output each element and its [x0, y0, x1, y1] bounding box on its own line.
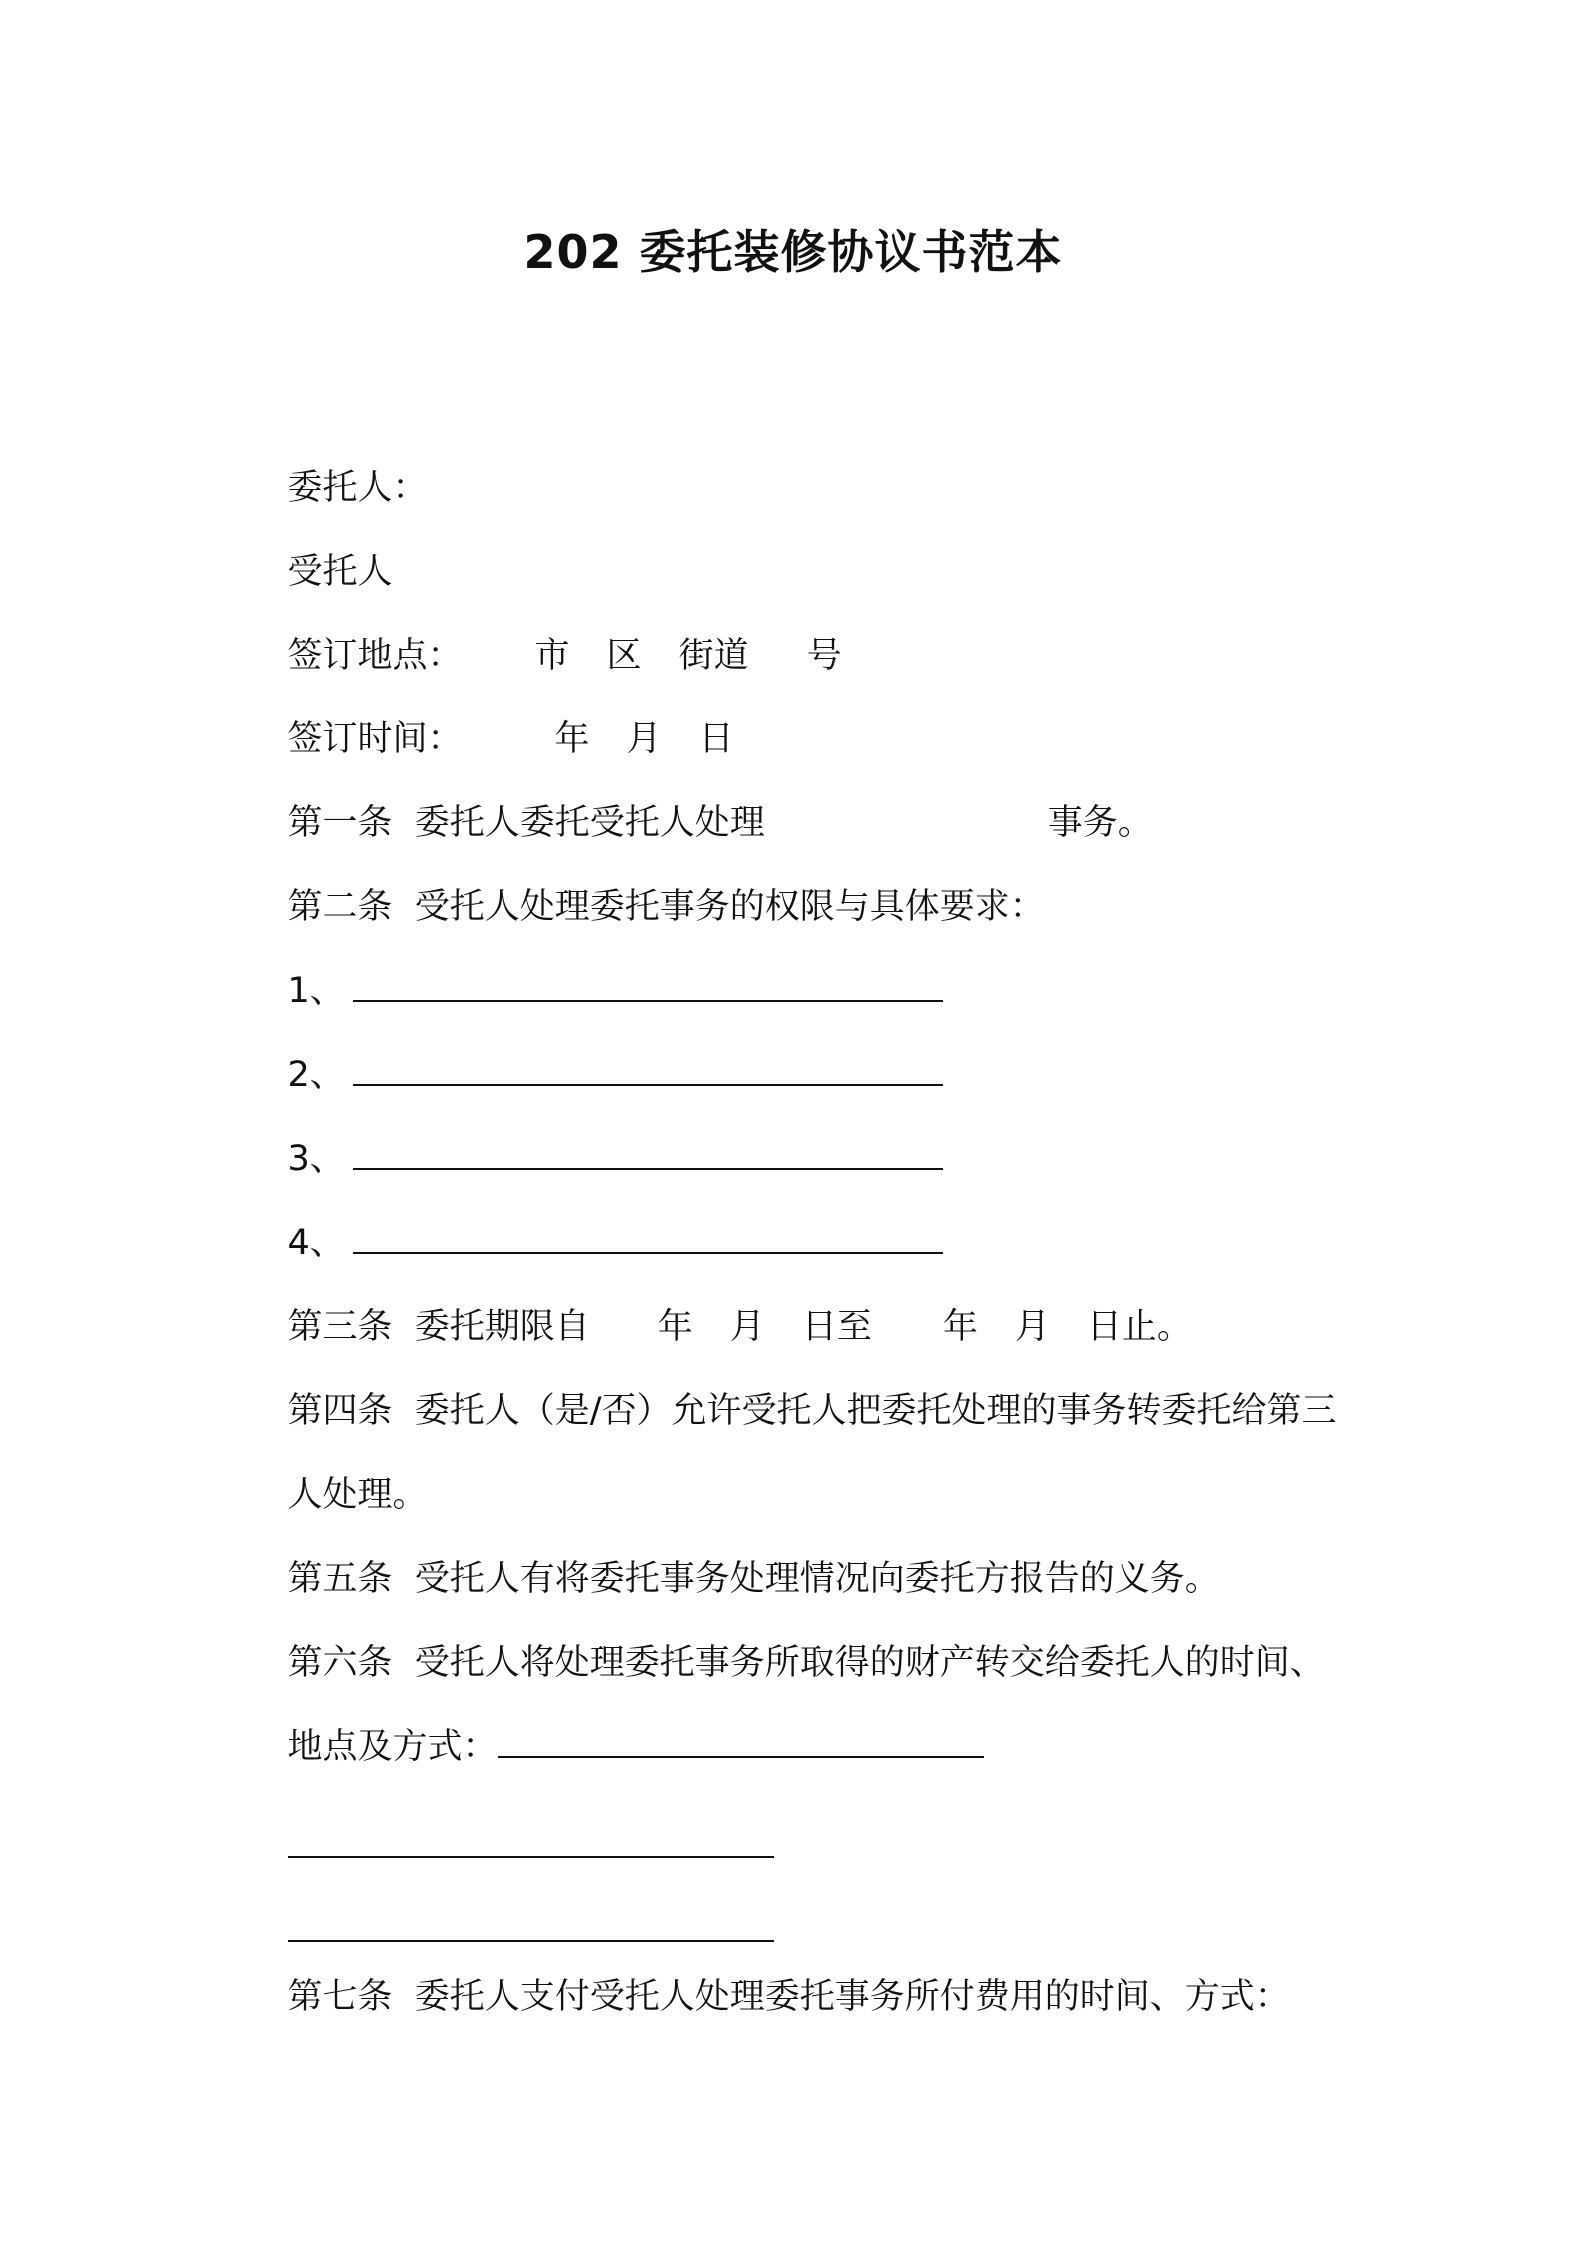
place-district: 区: [606, 636, 642, 676]
place-number: 号: [806, 636, 842, 676]
article-3-text: 第三条 委托期限自: [287, 1307, 590, 1347]
article-4-text-end: 人处理。: [287, 1475, 428, 1515]
fill-blank[interactable]: [353, 1054, 943, 1086]
place-street: 街道: [678, 636, 749, 676]
article-7-text: 第七条 委托人支付受托人处理委托事务所付费用的时间、方式：: [287, 1977, 1290, 2017]
item-number: 2、: [287, 1055, 345, 1095]
article-7: [243, 1925, 1290, 2069]
time-month: 月: [626, 719, 662, 759]
document-title: 202 委托装修协议书范本: [523, 225, 1063, 279]
fill-blank[interactable]: [498, 1726, 984, 1758]
article-1-end: 事务。: [1047, 803, 1153, 843]
time-year: 年: [554, 719, 590, 759]
article-6-method-label: 地点及方式：: [287, 1727, 498, 1767]
end-month: 月: [1014, 1307, 1050, 1347]
end-day: 日止。: [1086, 1307, 1192, 1347]
article-4-text: 第四条 委托人（是/否）允许受托人把委托处理的事务转委托给第三: [287, 1391, 1337, 1431]
start-day: 日至: [801, 1307, 872, 1347]
fill-blank[interactable]: [353, 1138, 943, 1170]
item-number: 3、: [287, 1139, 345, 1179]
start-month: 月: [729, 1307, 765, 1347]
article-5-text: 第五条 受托人有将委托事务处理情况向委托方报告的义务。: [287, 1559, 1220, 1599]
fill-blank[interactable]: [353, 1222, 943, 1254]
time-day: 日: [698, 719, 734, 759]
signing-time-label: 签订时间：: [287, 719, 463, 759]
start-year: 年: [657, 1307, 693, 1347]
item-number: 1、: [287, 971, 345, 1011]
client-label: 委托人：: [287, 468, 428, 508]
article-1-text: 第一条 委托人委托受托人处理: [287, 803, 765, 843]
agent-label: 受托人: [287, 552, 393, 592]
article-2-text: 第二条 受托人处理委托事务的权限与具体要求：: [287, 887, 1045, 927]
fill-blank[interactable]: [353, 970, 943, 1002]
end-year: 年: [942, 1307, 978, 1347]
signing-place-label: 签订地点：: [287, 636, 463, 676]
article-6-text: 第六条 受托人将处理委托事务所取得的财产转交给委托人的时间、: [287, 1643, 1325, 1683]
place-city: 市: [534, 636, 570, 676]
fill-blank[interactable]: [288, 1826, 774, 1858]
item-number: 4、: [287, 1223, 345, 1263]
